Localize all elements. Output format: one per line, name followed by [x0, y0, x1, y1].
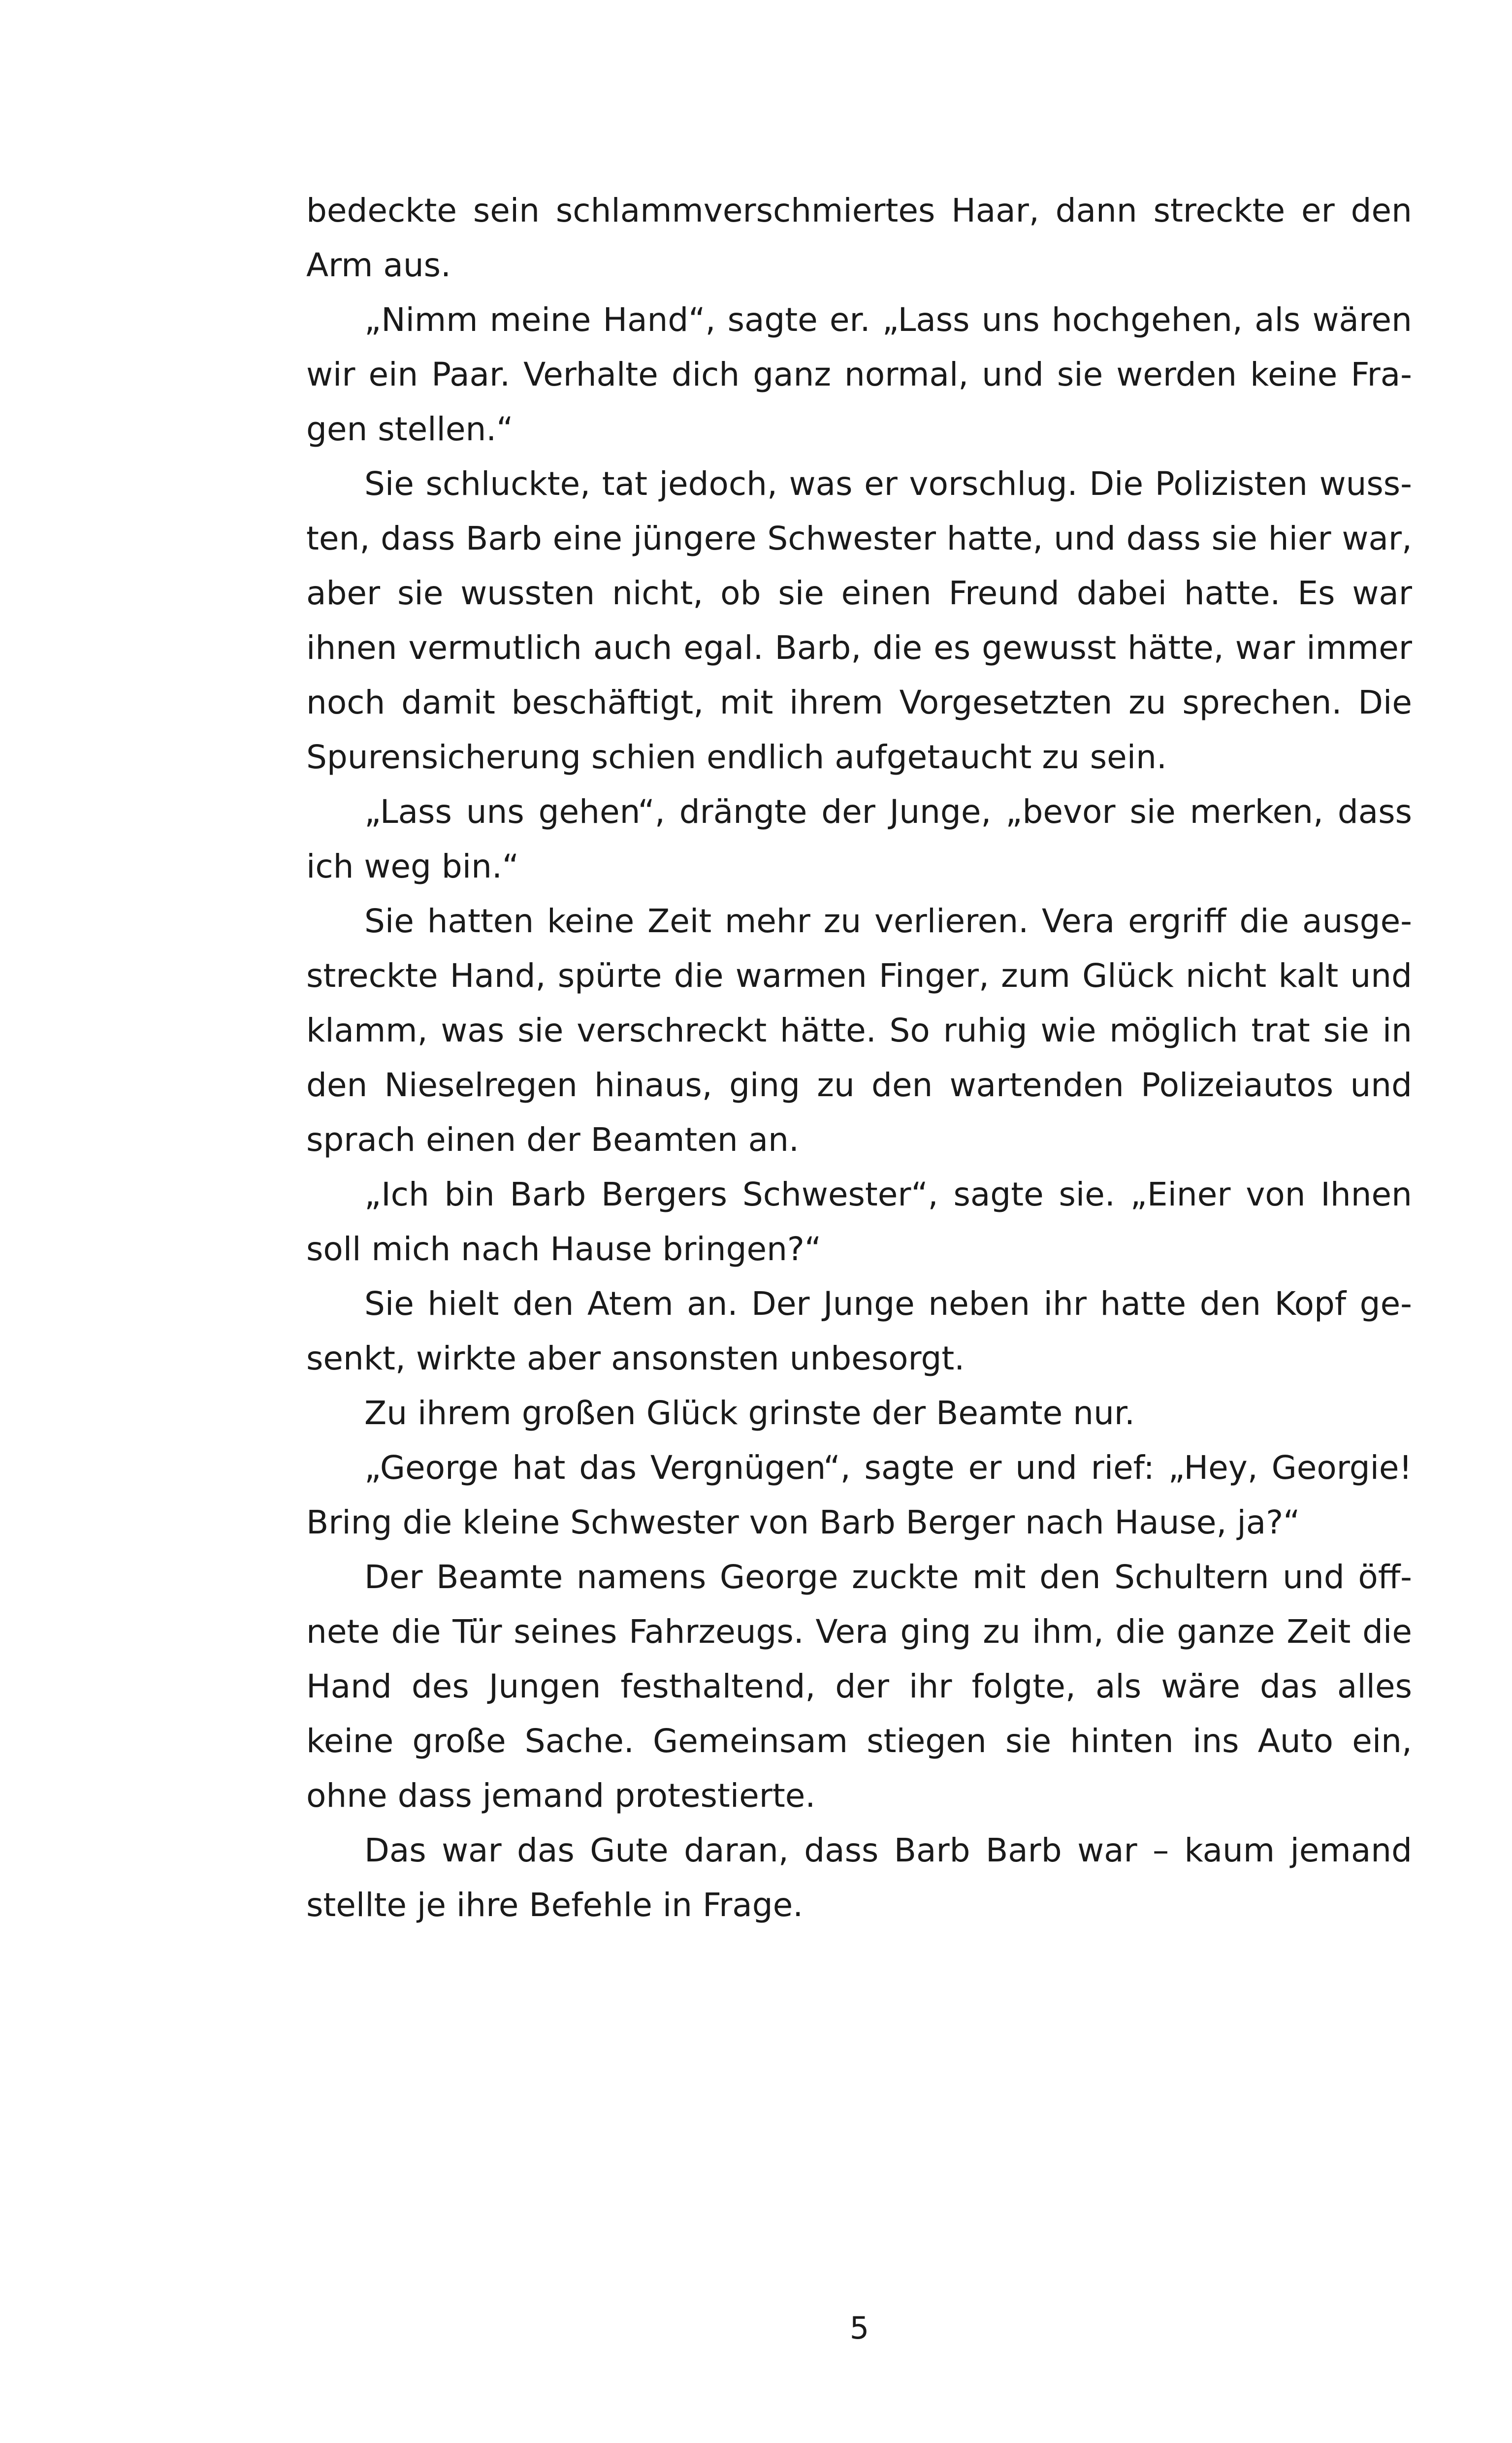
page-number: 5: [849, 2310, 869, 2346]
text-line: soll mich nach Hause bringen?“: [306, 1230, 822, 1268]
text-line: streckte Hand, spürte die warmen Finger, zum Glück nicht kalt und: [306, 957, 1412, 995]
text-line: aber sie wussten nicht, ob sie einen Freund dabei hatte. Es war: [306, 574, 1412, 612]
text-line: klamm, was sie verschreckt hätte. So ruhig wie möglich trat sie in: [306, 1011, 1412, 1049]
text-line: nete die Tür seines Fahrzeugs. Vera ging zu ihm, die ganze Zeit die: [306, 1613, 1412, 1651]
text-line: gen stellen.“: [306, 410, 514, 448]
text-line: Der Beamte namens George zuckte mit den Schultern und öff-: [364, 1558, 1412, 1596]
text-line: Zu ihrem großen Glück grinste der Beamte nur.: [364, 1394, 1135, 1432]
text-line: „George hat das Vergnügen“, sagte er und rief: „Hey, Georgie!: [364, 1449, 1412, 1487]
text-line: bedeckte sein schlammverschmiertes Haar, dann streckte er den: [306, 192, 1412, 229]
text-line: Spurensicherung schien endlich aufgetaucht zu sein.: [306, 738, 1167, 776]
text-line: ohne dass jemand protestierte.: [306, 1777, 816, 1815]
text-line: ten, dass Barb eine jüngere Schwester hatte, und dass sie hier war,: [306, 520, 1412, 557]
text-line: Das war das Gute daran, dass Barb Barb war – kaum jemand: [364, 1831, 1412, 1869]
text-line: den Nieselregen hinaus, ging zu den wartenden Polizeiautos und: [306, 1066, 1412, 1104]
text-line: Hand des Jungen festhaltend, der ihr folgte, als wäre das alles: [306, 1667, 1412, 1705]
text-line: wir ein Paar. Verhalte dich ganz normal, und sie werden keine Fra-: [306, 356, 1412, 393]
text-line: Bring die kleine Schwester von Barb Berger nach Hause, ja?“: [306, 1503, 1300, 1541]
text-line: noch damit beschäftigt, mit ihrem Vorgesetzten zu sprechen. Die: [306, 684, 1412, 721]
text-line: Arm aus.: [306, 246, 451, 284]
body-text: [306, 183, 1412, 1932]
text-line: keine große Sache. Gemeinsam stiegen sie hinten ins Auto ein,: [306, 1722, 1412, 1760]
text-line: „Ich bin Barb Bergers Schwester“, sagte sie. „Einer von Ihnen: [364, 1175, 1412, 1213]
text-line: Sie hatten keine Zeit mehr zu verlieren. Vera ergriff die ausge-: [364, 902, 1412, 940]
text-line: ihnen vermutlich auch egal. Barb, die es gewusst hätte, war immer: [306, 629, 1412, 667]
text-line: stellte je ihre Befehle in Frage.: [306, 1886, 804, 1924]
text-line: Sie hielt den Atem an. Der Junge neben ihr hatte den Kopf ge-: [364, 1285, 1412, 1323]
text-line: sprach einen der Beamten an.: [306, 1121, 799, 1159]
text-line: Sie schluckte, tat jedoch, was er vorschlug. Die Polizisten wuss-: [364, 465, 1412, 503]
text-line: senkt, wirkte aber ansonsten unbesorgt.: [306, 1339, 965, 1377]
text-line: „Lass uns gehen“, drängte der Junge, „bevor sie merken, dass: [364, 793, 1412, 831]
text-line: „Nimm meine Hand“, sagte er. „Lass uns hochgehen, als wären: [364, 301, 1412, 339]
text-line: ich weg bin.“: [306, 847, 519, 885]
